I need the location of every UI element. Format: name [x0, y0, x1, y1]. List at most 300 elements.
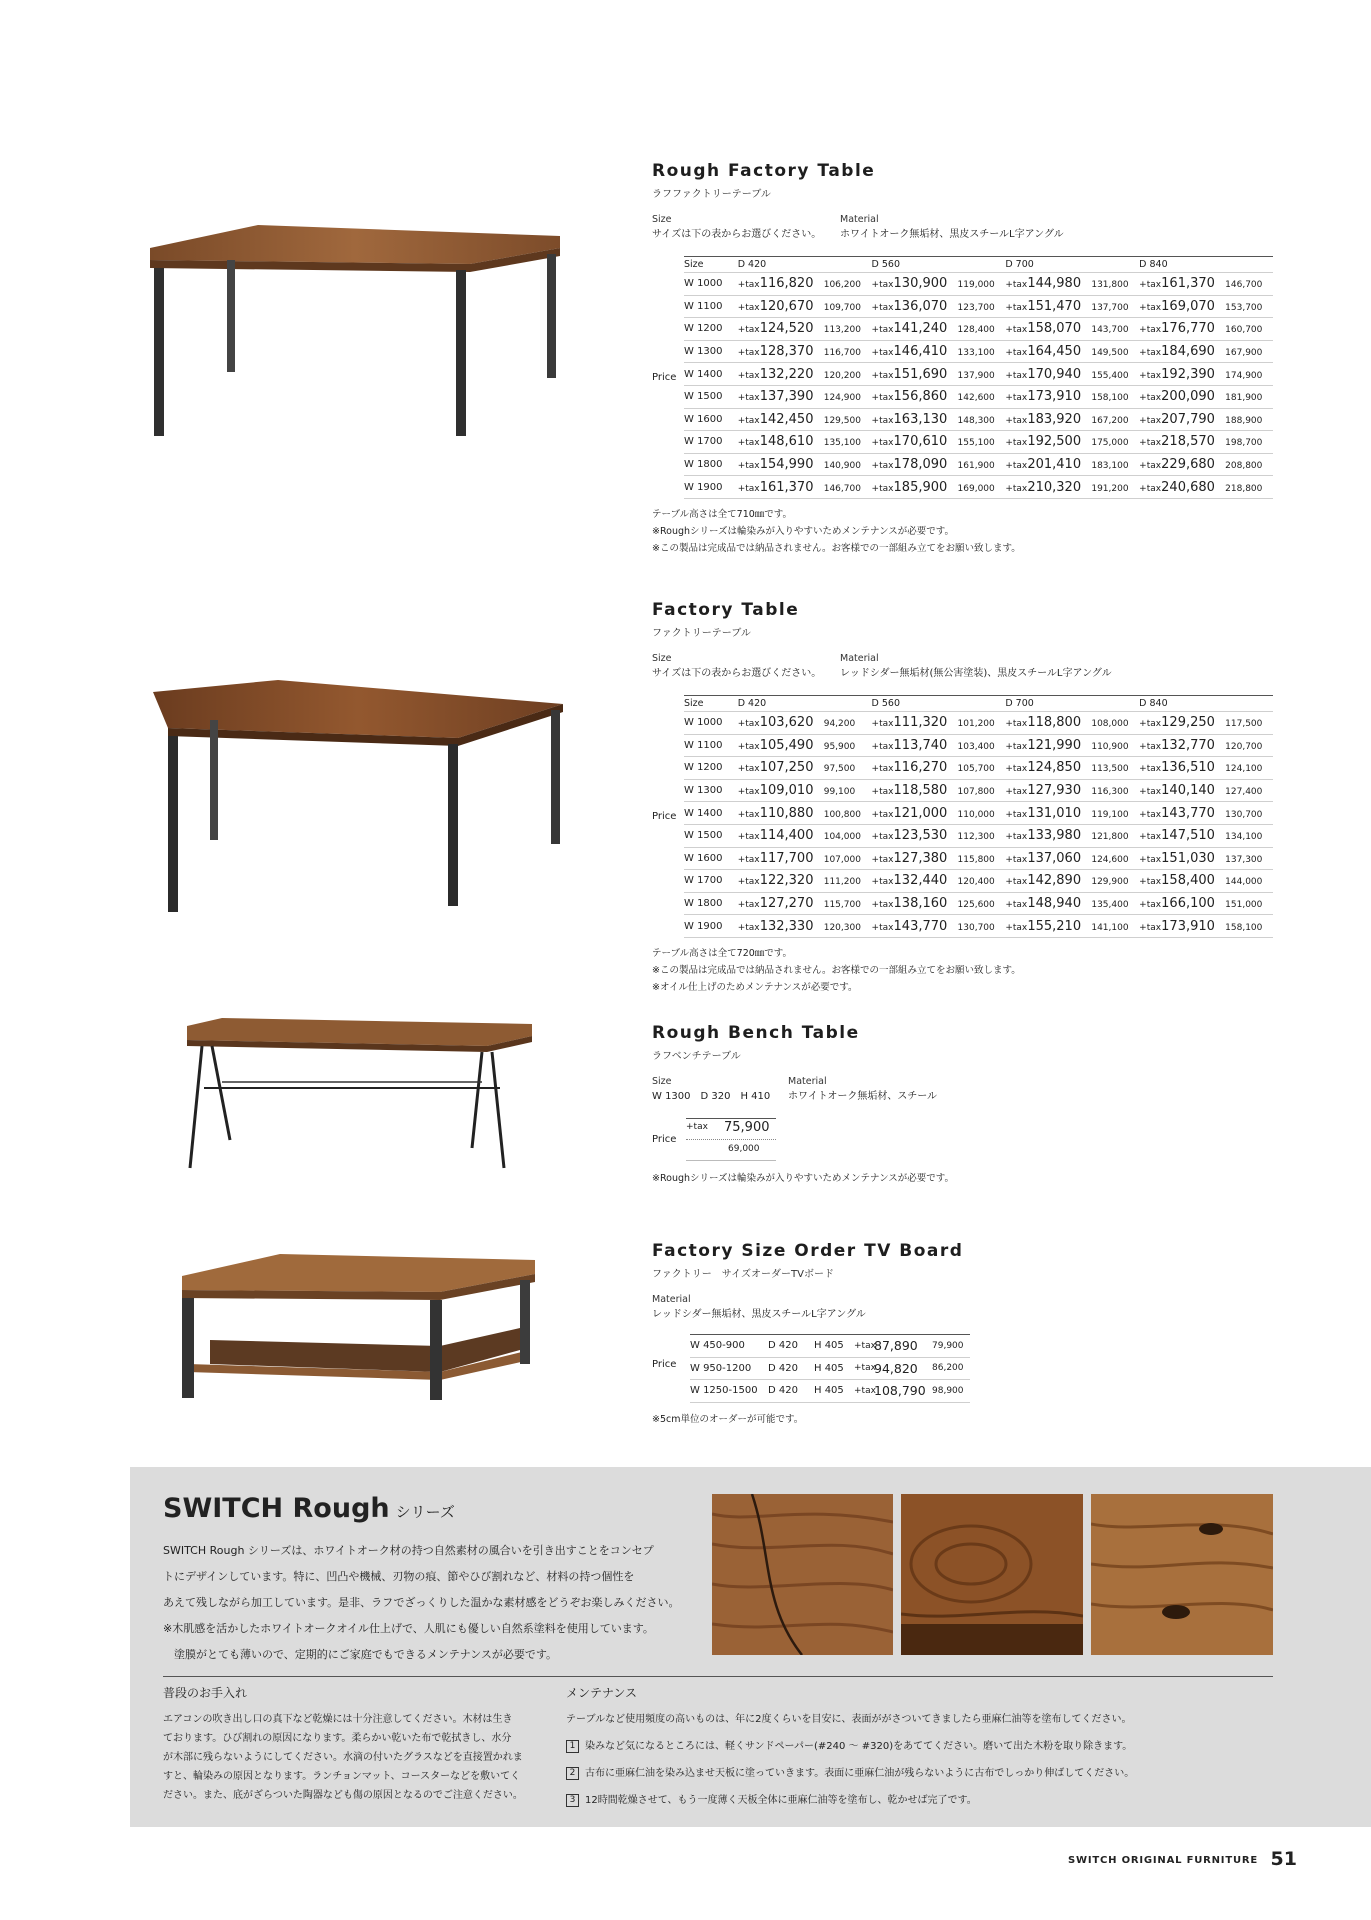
price-cell — [738, 480, 872, 495]
price-cell — [872, 715, 1006, 730]
price-table — [652, 256, 1273, 499]
price-with-tax: 164,450 — [1027, 344, 1082, 360]
price-net: 124,100 — [1225, 764, 1263, 775]
table-row — [684, 802, 1273, 825]
price-net: 106,200 — [823, 280, 861, 291]
price-net: 155,100 — [957, 438, 995, 449]
table-row — [684, 915, 1273, 938]
product-subtitle: ラフファクトリーテーブル — [652, 189, 771, 200]
note-line: ※この製品は完成品では納品されません。お客様での一部組み立てをお願い致します。 — [652, 964, 1021, 976]
tax-label: +tax — [737, 348, 760, 359]
row-width: W 1000 — [684, 278, 723, 290]
price-cell — [738, 783, 872, 798]
table-row — [684, 454, 1273, 477]
price-net: 108,000 — [1091, 719, 1129, 730]
tax-label: +tax — [871, 764, 894, 775]
price-net: 198,700 — [1225, 438, 1263, 449]
price-cell — [738, 919, 872, 934]
price-cell — [1139, 851, 1273, 866]
tax-label: +tax — [871, 302, 894, 313]
price-with-tax: 121,000 — [893, 805, 948, 821]
price-cell — [738, 806, 872, 821]
price-cell — [1005, 367, 1139, 382]
row-width: W 1100 — [684, 739, 723, 751]
tax-label: +tax — [871, 483, 894, 494]
row-width: W 1300 — [684, 785, 723, 797]
price-cell — [1139, 760, 1273, 775]
price-with-tax: 111,320 — [893, 715, 948, 731]
bench-price: 75,900 — [724, 1120, 770, 1135]
tv-table-row — [690, 1358, 970, 1381]
price-cell — [738, 760, 872, 775]
price-cell — [1139, 828, 1273, 843]
tax-label: +tax — [1005, 900, 1028, 911]
price-with-tax: 158,070 — [1027, 321, 1082, 337]
step-text: 染みなど気になるところには、軽くサンドペーパー(#240 ～ #320)をあててください。磨いて出た木粉を取り除きます。 — [585, 1741, 1133, 1752]
price-net: 115,700 — [823, 900, 861, 911]
price-net: 105,700 — [957, 764, 995, 775]
price-net: 142,600 — [957, 393, 995, 404]
price-cell — [738, 738, 872, 753]
price-net: 98,900 — [932, 1385, 964, 1396]
tax-label: +tax — [1005, 809, 1028, 820]
price-cell — [872, 299, 1006, 314]
price-with-tax: 151,030 — [1161, 850, 1215, 866]
price-cell — [872, 457, 1006, 472]
row-width: W 1100 — [684, 300, 723, 312]
price-with-tax: 169,070 — [1161, 298, 1215, 314]
product-factory-table — [652, 600, 1273, 996]
maintenance-step — [566, 1764, 1266, 1791]
price-net: 158,100 — [1225, 922, 1263, 933]
tax-label: +tax — [737, 832, 760, 843]
price-net: 134,100 — [1225, 832, 1263, 843]
price-with-tax: 130,900 — [893, 276, 948, 292]
price-with-tax: 229,680 — [1161, 457, 1215, 473]
price-net: 100,800 — [823, 809, 861, 820]
description-line: ※木肌感を活かしたホワイトオークオイル仕上げで、人肌にも優しい自然系塗料を使用しています。 — [163, 1622, 654, 1635]
price-net: 124,600 — [1091, 854, 1129, 865]
price-with-tax: 121,990 — [1027, 737, 1082, 753]
price-cell — [738, 299, 872, 314]
price-with-tax: 136,070 — [893, 298, 948, 314]
tax-label: +tax — [871, 741, 894, 752]
price-net: 143,700 — [1091, 325, 1129, 336]
tv-height: H 405 — [814, 1340, 844, 1352]
price-with-tax: 142,450 — [759, 411, 814, 427]
price-with-tax: 87,890 — [874, 1338, 918, 1354]
price-net: 119,000 — [957, 280, 995, 291]
price-with-tax: 176,770 — [1161, 321, 1215, 337]
price-cell — [1139, 480, 1273, 495]
tax-label: +tax — [1139, 719, 1162, 730]
price-net: 128,400 — [957, 325, 995, 336]
tax-label: +tax — [1139, 900, 1162, 911]
tax-label: +tax — [737, 370, 760, 381]
price-cell — [1005, 389, 1139, 404]
price-with-tax: 124,520 — [759, 321, 814, 337]
tax-label: +tax — [1005, 438, 1028, 449]
price-with-tax: 127,270 — [759, 896, 814, 912]
price-net: 155,400 — [1091, 370, 1129, 381]
tax-label: +tax — [871, 438, 894, 449]
price-net: 121,800 — [1091, 832, 1129, 843]
header-depth: D 560 — [871, 698, 900, 709]
product-notes — [652, 945, 1273, 996]
product-title: Factory Table — [652, 600, 800, 620]
rough-factory-table-photo — [140, 220, 570, 470]
price-with-tax: 132,440 — [893, 873, 948, 889]
product-rough-bench-table — [652, 1023, 1273, 1187]
tax-label: +tax — [1139, 741, 1162, 752]
row-width: W 1500 — [684, 830, 723, 842]
price-cell — [1005, 321, 1139, 336]
step-number: 1 — [566, 1740, 579, 1753]
tv-height: H 405 — [814, 1362, 844, 1374]
price-with-tax: 158,400 — [1161, 873, 1215, 889]
price-net: 109,700 — [823, 302, 861, 313]
price-net: 191,200 — [1091, 483, 1129, 494]
price-cell — [1005, 760, 1139, 775]
price-with-tax: 170,940 — [1027, 366, 1082, 382]
price-with-tax: 127,380 — [893, 850, 948, 866]
maintenance-title: メンテナンス — [566, 1686, 638, 1700]
price-cell — [872, 738, 1006, 753]
banner-divider — [163, 1676, 1273, 1677]
product-meta — [652, 1292, 1273, 1322]
tax-label: +tax — [854, 1340, 876, 1351]
table-row — [684, 318, 1273, 341]
tax-label: +tax — [1005, 922, 1028, 933]
price-cell — [872, 760, 1006, 775]
price-net: 174,900 — [1225, 370, 1263, 381]
tax-label: +tax — [871, 809, 894, 820]
table-row — [684, 825, 1273, 848]
table-row — [684, 476, 1273, 499]
price-with-tax: 120,670 — [759, 298, 814, 314]
price-net: 146,700 — [823, 483, 861, 494]
footer-brand: SWITCH ORIGINAL FURNITURE — [1068, 1855, 1258, 1866]
price-net: 141,100 — [1091, 922, 1129, 933]
price-with-tax: 118,800 — [1027, 715, 1082, 731]
price-with-tax: 118,580 — [893, 783, 948, 799]
tax-label: +tax — [1005, 348, 1028, 359]
row-width: W 1500 — [684, 391, 723, 403]
price-with-tax: 129,250 — [1161, 715, 1215, 731]
price-net: 188,900 — [1225, 415, 1263, 426]
product-note: ※5cm単位のオーダーが可能です。 — [652, 1413, 804, 1425]
tax-label: +tax — [1005, 764, 1028, 775]
tax-label: +tax — [737, 922, 760, 933]
price-net: 95,900 — [823, 741, 856, 752]
price-with-tax: 147,510 — [1161, 828, 1215, 844]
price-cell — [872, 434, 1006, 449]
tax-label: +tax — [1139, 325, 1162, 336]
material-label: Material — [840, 653, 879, 664]
tv-price-table — [652, 1334, 970, 1403]
price-with-tax: 173,910 — [1161, 918, 1215, 934]
step-text: 12時間乾燥させて、もう一度薄く天板全体に亜麻仁油等を塗布し、乾かせば完了です。 — [585, 1795, 977, 1806]
price-with-tax: 128,370 — [759, 344, 814, 360]
material-label: Material — [840, 214, 879, 225]
price-net: 218,800 — [1225, 483, 1263, 494]
material-label: Material — [652, 1294, 691, 1305]
wood-grain-photo-2 — [901, 1494, 1083, 1655]
price-net: 120,700 — [1225, 741, 1263, 752]
price-net: 140,900 — [823, 461, 861, 472]
price-cell — [1005, 783, 1139, 798]
series-title — [163, 1493, 455, 1524]
header-size: Size — [684, 259, 704, 270]
tax-label: +tax — [1005, 393, 1028, 404]
price-with-tax: 144,980 — [1027, 276, 1082, 292]
price-net: 119,100 — [1091, 809, 1129, 820]
price-with-tax: 184,690 — [1161, 344, 1215, 360]
table-row — [684, 431, 1273, 454]
tv-depth: D 420 — [768, 1385, 798, 1397]
row-width: W 1200 — [684, 762, 723, 774]
price-net: 101,200 — [957, 719, 995, 730]
product-notes — [652, 506, 1273, 557]
tax-label: +tax — [871, 854, 894, 865]
price-cell — [1139, 806, 1273, 821]
price-net: 161,900 — [957, 461, 995, 472]
price-cell — [1139, 738, 1273, 753]
tv-table-row — [690, 1335, 970, 1358]
price-with-tax: 94,820 — [874, 1360, 918, 1376]
table-row — [684, 409, 1273, 432]
tax-label: +tax — [1005, 719, 1028, 730]
table-header-row — [684, 696, 1273, 712]
price-with-tax: 131,010 — [1027, 805, 1082, 821]
wood-grain-photo-3 — [1091, 1494, 1273, 1655]
product-note: ※Roughシリーズは輪染みが入りやすいためメンテナンスが必要です。 — [652, 1173, 955, 1184]
table-row — [684, 273, 1273, 296]
price-with-tax: 178,090 — [893, 457, 948, 473]
series-title-suffix: シリーズ — [395, 1503, 455, 1521]
price-net: 120,400 — [957, 877, 995, 888]
tax-label: +tax — [871, 787, 894, 798]
price-cell — [1139, 321, 1273, 336]
price-with-tax: 142,890 — [1027, 873, 1082, 889]
price-cell — [738, 828, 872, 843]
price-with-tax: 109,010 — [759, 783, 814, 799]
price-net: 135,400 — [1091, 900, 1129, 911]
price-cell — [1005, 806, 1139, 821]
price-with-tax: 114,400 — [759, 828, 814, 844]
price-net: 94,200 — [823, 719, 856, 730]
price-with-tax: 183,920 — [1027, 411, 1082, 427]
tax-label: +tax — [737, 900, 760, 911]
tax-label: +tax — [1139, 922, 1162, 933]
tax-label: +tax — [737, 854, 760, 865]
price-with-tax: 170,610 — [893, 434, 948, 450]
price-cell — [1005, 344, 1139, 359]
note-line: ※Roughシリーズは輪染みが入りやすいためメンテナンスが必要です。 — [652, 525, 955, 537]
price-net: 167,900 — [1225, 348, 1263, 359]
price-with-tax: 137,390 — [759, 389, 814, 405]
product-title: Rough Factory Table — [652, 161, 876, 181]
price-net: 110,900 — [1091, 741, 1129, 752]
tax-label: +tax — [737, 393, 760, 404]
price-net: 133,100 — [957, 348, 995, 359]
tax-label: +tax — [1139, 483, 1162, 494]
wood-grain-photo-1 — [712, 1494, 893, 1655]
note-line: ※オイル仕上げのためメンテナンスが必要です。 — [652, 981, 858, 993]
row-width: W 1900 — [684, 920, 723, 932]
price-cell — [872, 783, 1006, 798]
price-net: 115,800 — [957, 854, 995, 865]
tax-label: +tax — [737, 461, 760, 472]
price-cell — [1139, 367, 1273, 382]
tax-label: +tax — [1139, 461, 1162, 472]
product-subtitle: ファクトリーテーブル — [652, 628, 751, 639]
tax-label: +tax — [871, 832, 894, 843]
bench-price-bottom-rule — [686, 1160, 776, 1161]
tv-table-row — [690, 1380, 970, 1403]
tax-label: +tax — [1139, 854, 1162, 865]
row-width: W 1700 — [684, 436, 723, 448]
tax-label: +tax — [871, 461, 894, 472]
price-cell — [1005, 873, 1139, 888]
price-cell — [1005, 457, 1139, 472]
step-number: 3 — [566, 1794, 579, 1807]
price-net: 111,200 — [823, 877, 861, 888]
price-with-tax: 127,930 — [1027, 783, 1082, 799]
row-width: W 1300 — [684, 346, 723, 358]
tv-depth: D 420 — [768, 1340, 798, 1352]
price-net: 175,000 — [1091, 438, 1129, 449]
price-label: Price — [652, 372, 677, 383]
price-cell — [1139, 344, 1273, 359]
tax-label: +tax — [737, 809, 760, 820]
price-with-tax: 148,610 — [759, 434, 814, 450]
price-cell — [1139, 276, 1273, 291]
price-net: 127,400 — [1225, 787, 1263, 798]
price-cell — [1005, 715, 1139, 730]
step-number: 2 — [566, 1767, 579, 1780]
price-net: 208,800 — [1225, 461, 1263, 472]
price-net: 144,000 — [1225, 877, 1263, 888]
tv-height: H 405 — [814, 1385, 844, 1397]
tax-label: +tax — [871, 719, 894, 730]
price-with-tax: 113,740 — [893, 737, 948, 753]
product-subtitle: ラフベンチテーブル — [652, 1051, 741, 1062]
price-with-tax: 107,250 — [759, 760, 814, 776]
price-cell — [1005, 434, 1139, 449]
row-width: W 1800 — [684, 459, 723, 471]
care-line: ださい。また、底がざらついた陶器なども傷の原因となるのでご注意ください。 — [163, 1790, 523, 1801]
price-net: 116,300 — [1091, 787, 1129, 798]
price-cell — [1139, 412, 1273, 427]
price-cell — [1139, 783, 1273, 798]
tax-label: +tax — [1005, 483, 1028, 494]
row-width: W 1900 — [684, 481, 723, 493]
product-meta — [652, 1074, 1273, 1104]
tax-label: +tax — [1005, 280, 1028, 291]
bench-price-divider — [686, 1139, 776, 1140]
price-cell — [738, 873, 872, 888]
price-net: 123,700 — [957, 302, 995, 313]
price-net: 103,400 — [957, 741, 995, 752]
bench-price-rule — [686, 1118, 776, 1119]
price-with-tax: 140,140 — [1161, 783, 1215, 799]
price-with-tax: 163,130 — [893, 411, 948, 427]
maintenance-steps — [566, 1737, 1266, 1818]
size-value: サイズは下の表からお選びください。 — [652, 229, 822, 240]
tax-label: +tax — [871, 348, 894, 359]
material-label: Material — [788, 1076, 827, 1087]
price-net: 110,000 — [957, 809, 995, 820]
price-cell — [872, 919, 1006, 934]
tax-label: +tax — [1005, 461, 1028, 472]
price-cell — [872, 806, 1006, 821]
price-net: 183,100 — [1091, 461, 1129, 472]
price-with-tax: 156,860 — [893, 389, 948, 405]
tv-depth: D 420 — [768, 1362, 798, 1374]
header-depth: D 700 — [1005, 698, 1034, 709]
bench-net-price: 69,000 — [728, 1144, 760, 1154]
price-cell — [872, 412, 1006, 427]
price-with-tax: 116,820 — [759, 276, 814, 292]
price-cell — [1005, 919, 1139, 934]
price-net: 130,700 — [1225, 809, 1263, 820]
price-net: 167,200 — [1091, 415, 1129, 426]
price-cell — [1005, 480, 1139, 495]
price-with-tax: 137,060 — [1027, 850, 1082, 866]
price-cell — [872, 344, 1006, 359]
tax-label: +tax — [1139, 370, 1162, 381]
maintenance-step — [566, 1737, 1266, 1764]
price-with-tax: 240,680 — [1161, 479, 1215, 495]
price-net: 181,900 — [1225, 393, 1263, 404]
product-title: Factory Size Order TV Board — [652, 1241, 964, 1261]
tax-label: +tax — [737, 787, 760, 798]
price-cell — [872, 873, 1006, 888]
price-with-tax: 201,410 — [1027, 457, 1082, 473]
price-with-tax: 110,880 — [759, 805, 814, 821]
tax-label: +tax — [1005, 877, 1028, 888]
tax-label: +tax — [1005, 832, 1028, 843]
material-value: レッドシダー無垢材、黒皮スチールL字アングル — [652, 1309, 866, 1320]
price-net: 137,300 — [1225, 854, 1263, 865]
price-cell — [872, 828, 1006, 843]
tax-label: +tax — [854, 1363, 876, 1374]
price-with-tax: 133,980 — [1027, 828, 1082, 844]
price-net: 113,200 — [823, 325, 861, 336]
tax-label: +tax — [871, 370, 894, 381]
tax-label: +tax — [871, 325, 894, 336]
price-cell — [872, 851, 1006, 866]
price-cell — [1139, 389, 1273, 404]
tax-label: +tax — [871, 393, 894, 404]
factory-table-photo — [148, 680, 568, 920]
tax-label: +tax — [1139, 393, 1162, 404]
price-net: 146,700 — [1225, 280, 1263, 291]
price-with-tax: 151,470 — [1027, 298, 1082, 314]
tax-label: +tax — [1005, 302, 1028, 313]
price-cell — [738, 457, 872, 472]
price-cell — [738, 367, 872, 382]
tax-label: +tax — [871, 900, 894, 911]
row-width: W 1700 — [684, 875, 723, 887]
product-meta — [652, 651, 1273, 681]
price-with-tax: 122,320 — [759, 873, 814, 889]
price-net: 129,900 — [1091, 877, 1129, 888]
row-width: W 1600 — [684, 413, 723, 425]
price-net: 112,300 — [957, 832, 995, 843]
price-net: 137,700 — [1091, 302, 1129, 313]
